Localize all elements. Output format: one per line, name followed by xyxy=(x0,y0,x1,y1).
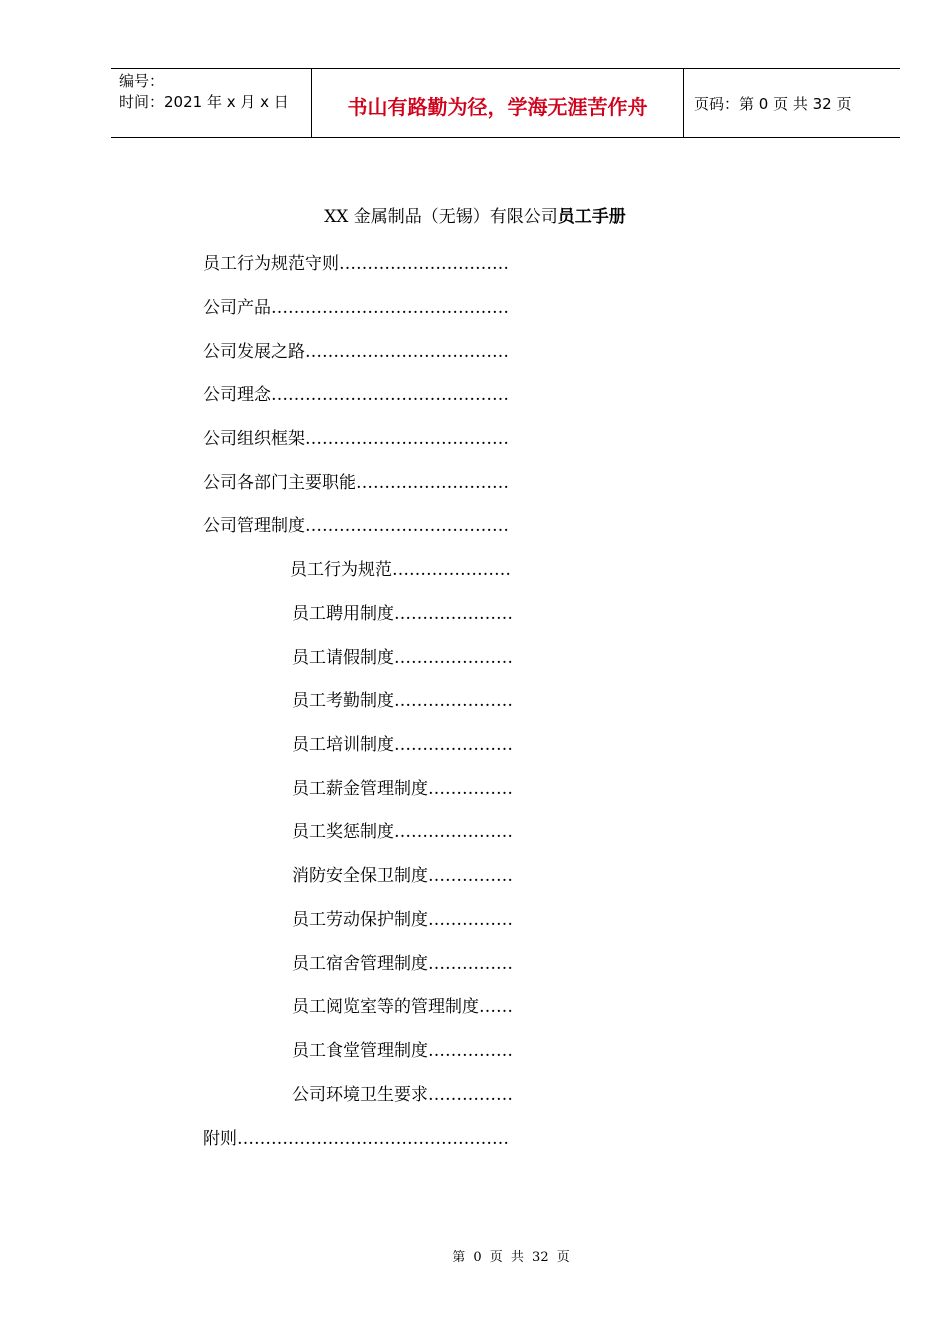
toc-sub-item: 消防安全保卫制度…………… xyxy=(292,866,513,886)
toc-main-item: 公司管理制度……………………………… xyxy=(203,516,509,536)
toc-main-item: 公司理念…………………………………… xyxy=(203,385,509,405)
toc-sub-item: 员工奖惩制度………………… xyxy=(292,822,513,842)
toc-sub-item: 员工食堂管理制度…………… xyxy=(292,1041,513,1061)
time-label: 时间：2021 年 x 月 x 日 xyxy=(119,93,289,111)
toc-sub-item: 员工阅览室等的管理制度…… xyxy=(292,997,513,1017)
header-motto-cell xyxy=(312,69,684,137)
page-info: 页码：第 0 页 共 32 页 xyxy=(694,94,852,113)
header-page-cell xyxy=(684,69,900,137)
toc-sub-item: 员工薪金管理制度…………… xyxy=(292,779,513,799)
toc-main-item: 员工行为规范守则………………………… xyxy=(203,254,509,274)
toc-sub-item: 员工考勤制度………………… xyxy=(292,691,513,711)
number-label: 编号： xyxy=(119,72,165,90)
toc-main-item: 公司产品…………………………………… xyxy=(203,298,509,318)
title-prefix: XX 金属制品（无锡）有限公司 xyxy=(324,207,558,227)
toc-sub-item: 公司环境卫生要求…………… xyxy=(292,1085,513,1105)
toc-sub-item: 员工宿舍管理制度…………… xyxy=(292,954,513,974)
document-title xyxy=(0,205,950,229)
header-table xyxy=(111,68,900,138)
footer-page-number: 第 0 页 共 32 页 xyxy=(452,1250,570,1265)
header-meta-cell xyxy=(111,69,312,137)
toc-appendix: 附则………………………………………… xyxy=(203,1129,509,1149)
title-bold: 员工手册 xyxy=(557,207,626,227)
toc-sub-item: 员工请假制度………………… xyxy=(292,648,513,668)
toc-main-item: 公司各部门主要职能……………………… xyxy=(203,473,509,493)
toc-sub-item: 员工劳动保护制度…………… xyxy=(292,910,513,930)
toc-main-item: 公司发展之路……………………………… xyxy=(203,342,509,362)
page-footer xyxy=(0,1246,950,1265)
motto-text: 书山有路勤为径，学海无涯苦作舟 xyxy=(347,94,648,119)
toc-main-item: 公司组织框架……………………………… xyxy=(203,429,509,449)
toc-sub-item: 员工培训制度………………… xyxy=(292,735,513,755)
toc-sub-item: 员工行为规范………………… xyxy=(290,560,511,580)
toc-sub-item: 员工聘用制度………………… xyxy=(292,604,513,624)
